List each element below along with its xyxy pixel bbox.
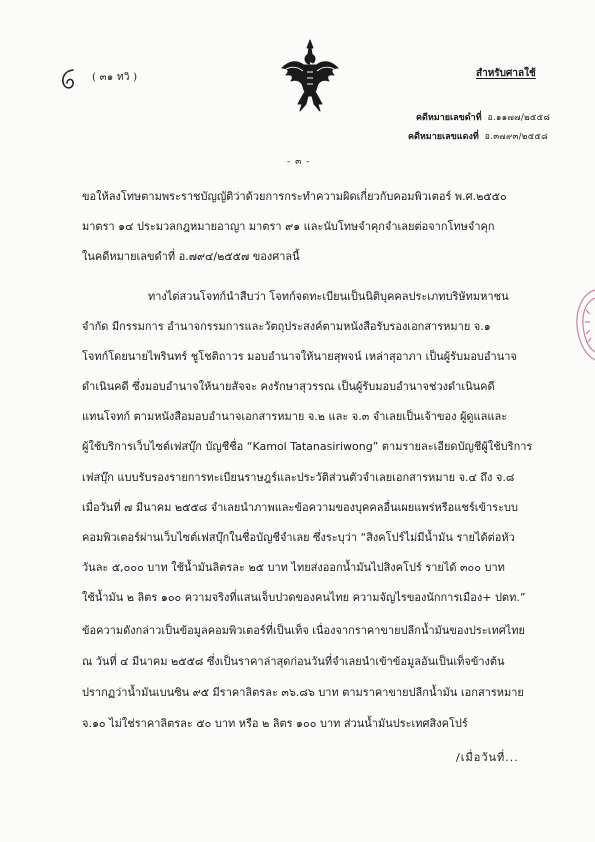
body-line: ณ วันที่ ๔ มีนาคม ๒๕๕๘ ซึ่งเป็นราคาล่าสุดก่อนวันที่จำเลยนำเข้าข้อมูลอันเป็นเท็จข้างต้น — [82, 655, 505, 668]
body-line: โจทก์โดยนายไพรินทร์ ชูโชติถาวร มอบอำนาจให้นายสุพจน์ เหล่าสุอาภา เป็นผู้รับมอบอำนาจ — [82, 350, 517, 363]
court-use-label: สำหรับศาลใช้ — [476, 68, 536, 79]
black-case-number — [416, 110, 550, 124]
red-case-number — [408, 129, 548, 143]
body-line: ในคดีหมายเลขดำที่ อ.๗๙๔/๒๕๕๗ ของศาลนี้ — [82, 250, 300, 263]
side-stamp-icon — [572, 288, 595, 362]
red-case-value: อ.๓๗๙๓/๒๕๕๘ — [484, 132, 549, 142]
body-line: วันละ ๕,๐๐๐ บาท ใช้น้ำมันลิตรละ ๒๕ บาท ไทยส่งออกน้ำมันไปสิงคโปร์ รายได้ ๓๐๐ บาท — [82, 561, 505, 574]
body-line: คอมพิวเตอร์ผ่านเว็บไซต์เฟสบุ๊กในชื่อบัญชีจำเลย ซึ่งระบุว่า “สิงคโปร์ไม่มีน้ำมัน รายได้ต่อหัว — [82, 531, 515, 544]
body-line: มาตรา ๑๔ ประมวลกฎหมายอาญา มาตรา ๙๑ และนับโทษจำคุกจำเลยต่อจากโทษจำคุก — [82, 220, 495, 233]
body-line: เมื่อวันที่ ๗ มีนาคม ๒๕๕๘ จำเลยนำภาพและข้อความของบุคคลอื่นเผยแพร่หรือแชร์เข้าระบบ — [82, 501, 518, 514]
body-line: ข้อความดังกล่าวเป็นข้อมูลคอมพิวเตอร์ที่เป็นเท็จ เนื่องจากราคาขายปลีกน้ำมันของประเทศไทย — [82, 624, 525, 637]
form-code: ( ๓๑ ทวิ ) — [92, 72, 138, 83]
black-case-value: อ.๑๑๗๗/๒๕๕๘ — [487, 113, 551, 123]
body-line: จ.๑๐ ไม่ใช่ราคาลิตรละ ๕๐ บาท หรือ ๒ ลิตร ๑๐๐ บาท ส่วนน้ำมันประเทศสิงคโปร์ — [82, 717, 468, 730]
continuation-mark: /เมื่อวันที่... — [456, 751, 519, 764]
black-case-label: คดีหมายเลขดำที่ — [416, 113, 482, 123]
garuda-emblem-icon — [280, 38, 340, 114]
body-line: ทางไต่สวนโจทก์นำสืบว่า โจทก์จดทะเบียนเป็นนิติบุคคลประเภทบริษัทมหาชน — [148, 290, 509, 303]
page-number: - ๓ - — [287, 157, 311, 167]
body-line: ผู้ใช้บริการเว็บไซต์เฟสบุ๊ก บัญชีชื่อ “Kamol Tatanasiriwong” ตามรายละเอียดบัญชีผู้ใช้บริการ — [82, 440, 533, 453]
red-case-label: คดีหมายเลขแดงที่ — [408, 132, 479, 142]
body-line: ขอให้ลงโทษตามพระราชบัญญัติว่าด้วยการกระทำความผิดเกี่ยวกับคอมพิวเตอร์ พ.ศ.๒๕๕๐ — [82, 190, 507, 203]
body-line: ใช้น้ำมัน ๒ ลิตร ๑๐๐ ความจริงที่แสนเจ็บปวดของคนไทย ความจัญไรของนักการเมือง+ ปตท.” — [82, 591, 526, 604]
body-line: เฟสบุ๊ก แบบรับรองรายการทะเบียนราษฎร์และประวัติส่วนตัวจำเลยเอกสารหมาย จ.๔ ถึง จ.๘ — [82, 471, 515, 484]
body-line: ดำเนินคดี ซึ่งมอบอำนาจให้นายสัจจะ คงรักษาสุวรรณ เป็นผู้รับมอบอำนาจช่วงดำเนินคดี — [82, 380, 495, 393]
form-mark-icon — [58, 66, 78, 92]
body-line: แทนโจทก์ ตามหนังสือมอบอำนาจเอกสารหมาย จ.๒ และ จ.๓ จำเลยเป็นเจ้าของ ผู้ดูแลและ — [82, 410, 508, 423]
body-line: ปรากฏว่าน้ำมันเบนซิน ๙๕ มีราคาลิตรละ ๓๖.๘๖ บาท ตามราคาขายปลีกน้ำมัน เอกสารหมาย — [82, 686, 524, 699]
body-line: จำกัด มีกรรมการ อำนาจกรรมการและวัตถุประสงค์ตามหนังสือรับรองเอกสารหมาย จ.๑ — [82, 320, 491, 333]
